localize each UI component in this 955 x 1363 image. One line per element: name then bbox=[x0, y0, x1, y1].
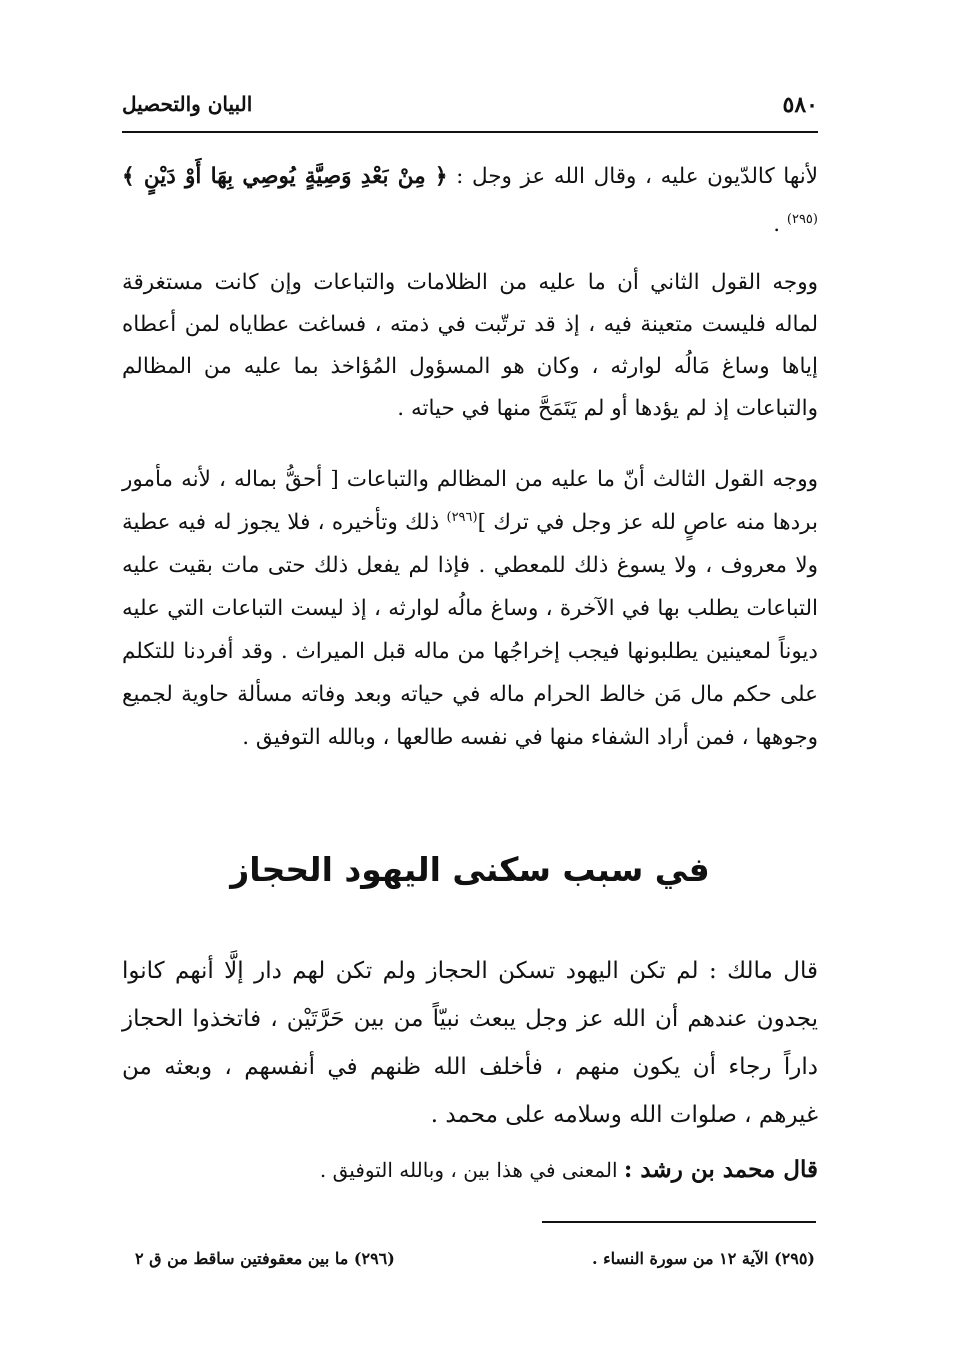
section-paragraph-2-rest: المعنى في هذا بين ، وبالله التوفيق . bbox=[319, 1158, 624, 1182]
footnote-rule bbox=[542, 1221, 816, 1223]
quran-quote: ﴿ مِنْ بَعْدِ وَصِيَّةٍ يُوصِي بِهَا أَوْ دَيْنٍ ﴾ bbox=[122, 164, 448, 189]
paragraph-3-part-b: ذلك وتأخيره ، فلا يجوز له فيه عطية ولا معروف ، ولا يسوغ ذلك للمعطي . فإذا لم يفعل ذلك حتى مات بقيت عليه التباعات يطلب بها في الآخرة ، وساغ مالُه لوارثه ، إذ ليست التباعات التي عليه ديوناً لمعينين يطلبونها فيجب إخراجُها من ماله قبل الميراث . وقد أفردنا للتكلم على حكم مال مَن خالط الحرام ماله في حياته وبعد وفاته مسألة حاوية لجميع وجوهها ، فمن أراد الشفاء منها في نفسه طالعها ، وبالله التوفيق . bbox=[122, 510, 818, 750]
section-paragraph-1: قال مالك : لم تكن اليهود تسكن الحجاز ولم تكن لهم دار إلَّا أنهم كانوا يجدون عندهم أن الله عز وجل يبعث نبيّاً من بين حَرَّتَيْن ، فاتخذوا الحجاز داراً رجاء أن يكون منهم ، فأخلف الله ظنهم في أنفسهم ، وبعثه من غيرهم ، صلوات الله وسلامه على محمد . bbox=[122, 958, 818, 1128]
paragraph-1 bbox=[122, 153, 818, 249]
header-rule bbox=[122, 131, 818, 133]
section-title: في سبب سكنى اليهود الحجاز bbox=[230, 850, 710, 889]
paragraph-3 bbox=[122, 458, 858, 759]
footnote-ref-295[interactable]: (٢٩٥) bbox=[786, 211, 818, 227]
section-paragraph-2 bbox=[122, 1152, 858, 1188]
page-number: ٥٨٠ bbox=[782, 92, 818, 118]
paragraph-3-part-a: ووجه القول الثالث أنّ ما عليه من المظالم والتباعات [ أحقُّ بماله ، لأنه مأمور بردها منه عاصٍ لله عز وجل في ترك ] bbox=[122, 467, 818, 535]
footnote-296: (٢٩٦) ما بين معقوفتين ساقط من ق ٢ bbox=[135, 1249, 395, 1268]
section-paragraph-2-lead: قال محمد بن رشد : bbox=[623, 1156, 818, 1183]
footnote-ref-296[interactable]: (٢٩٦) bbox=[446, 509, 478, 525]
footnote-295: (٢٩٥) الآية ١٢ من سورة النساء . bbox=[591, 1249, 815, 1268]
page-header bbox=[122, 88, 818, 128]
paragraph-1-end: . bbox=[773, 212, 787, 237]
running-title: البيان والتحصيل bbox=[122, 92, 253, 116]
paragraph-1-text: لأنها كالدّيون عليه ، وقال الله عز وجل : bbox=[447, 164, 818, 189]
paragraph-2: ووجه القول الثاني أن ما عليه من الظلامات والتباعات وإن كانت مستغرقة لماله فليست متعينة فيه ، إذ قد ترتّبت في ذمته ، فساغت عطاياه لمن أعطاه إياها وساغ مَالُه لوارثه ، وكان هو المسؤول المُؤاخذ بما عليه من المظالم والتباعات إذ لم يؤدها أو لم يَتَمَحَّ منها في حياته . bbox=[122, 270, 818, 421]
